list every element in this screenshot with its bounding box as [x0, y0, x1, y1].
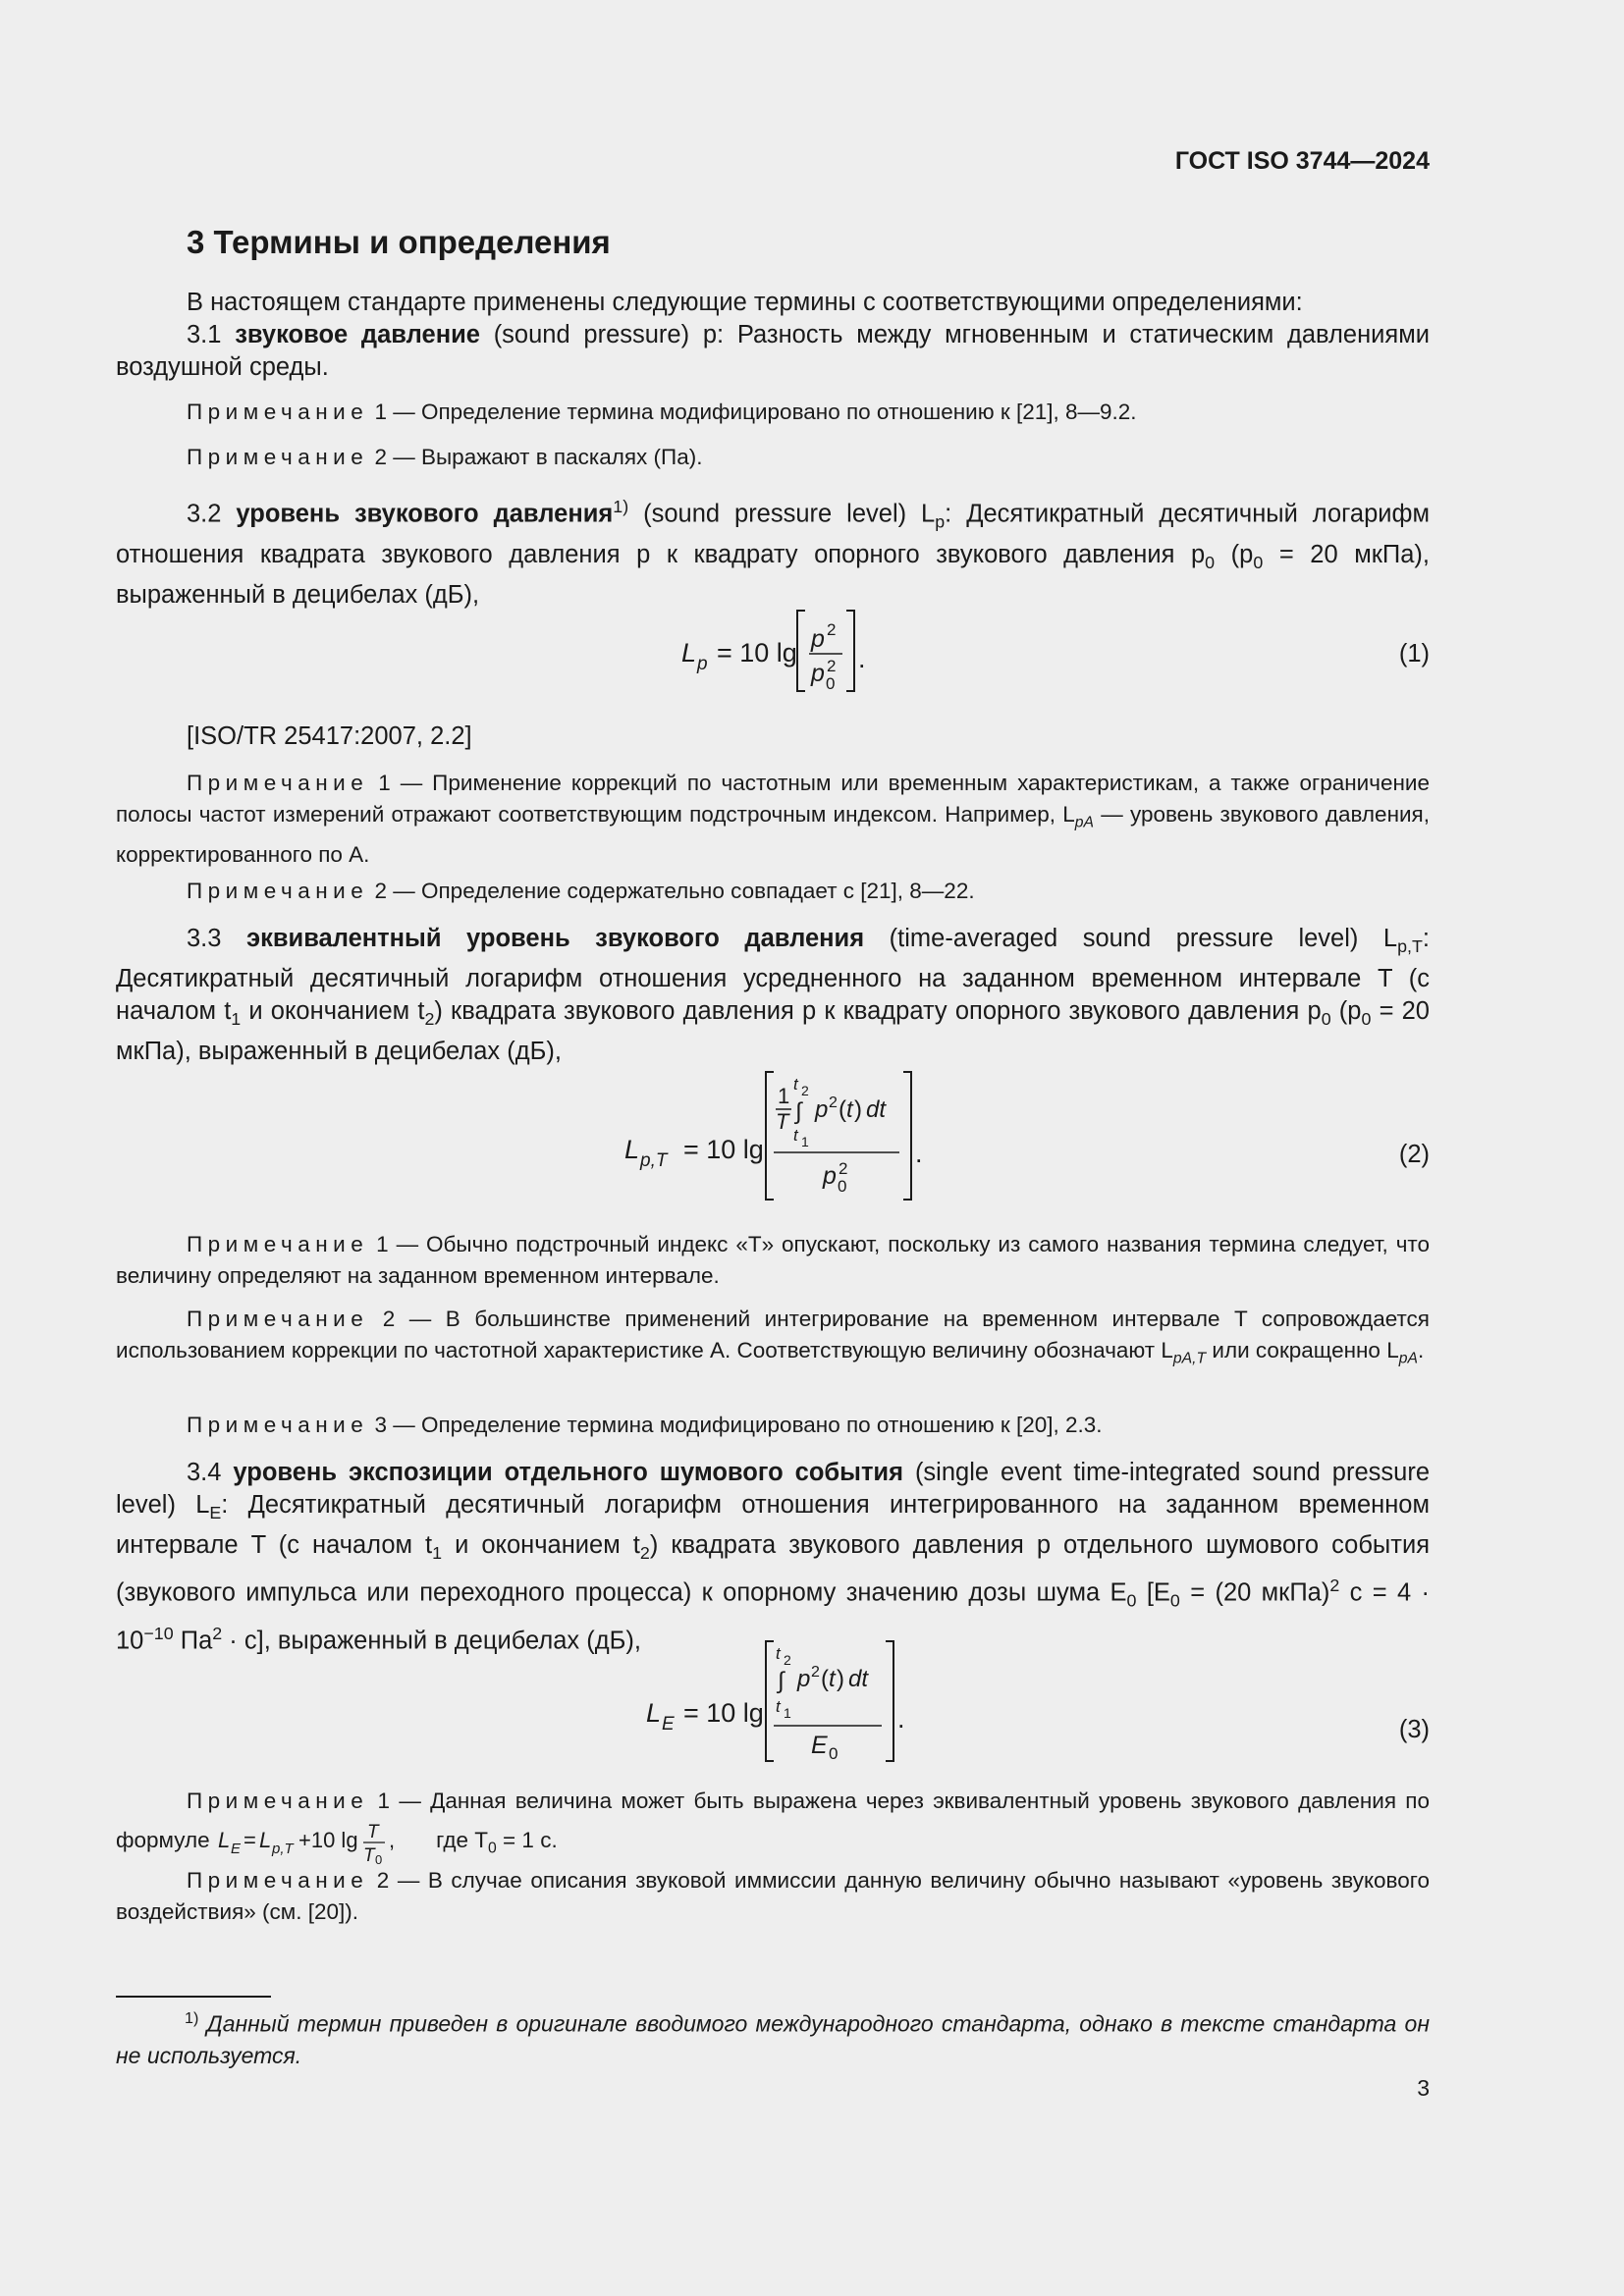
formula-number: (1) [1398, 640, 1430, 667]
svg-text:0: 0 [838, 1177, 847, 1196]
term-3-4-note1 [116, 1785, 1430, 1866]
note: Примечание 2 — Выражают в паскалях (Па). [187, 445, 703, 469]
svg-text:): ) [837, 1666, 844, 1692]
svg-text:= 10 lg: = 10 lg [683, 1135, 764, 1164]
svg-text:0: 0 [374, 1852, 383, 1865]
term-3-3-text: 3.3 эквивалентный уровень звукового давления (time-averaged sound pressure level) $L_{p,T}$: Десятикратный десятичный логарифм отношения усредненного на заданном временном интервале T (с началом $t_1$ и окончанием $t_2$) квадрата звукового давления p к квадрату опорного звукового давления $p_0$ ($p_0 = 20$ мкПа), выраженный в децибелах (дБ), [116, 925, 1430, 1066]
svg-text:t: t [793, 1075, 798, 1094]
svg-text:1: 1 [801, 1134, 809, 1149]
svg-text:p: p [811, 660, 825, 687]
svg-text:∫: ∫ [795, 1098, 802, 1125]
svg-text:p: p [815, 1096, 829, 1123]
svg-text:1: 1 [778, 1084, 790, 1108]
svg-text:L: L [258, 1828, 272, 1852]
svg-text:0: 0 [826, 674, 836, 693]
term-3-1-notes [116, 397, 1430, 428]
svg-text:t: t [846, 1096, 853, 1123]
term-name: уровень экспозиции отдельного шумового события [233, 1459, 903, 1486]
intro-paragraph: В настоящем стандарте применены следующие термины с соответствующими определениями: [187, 289, 1303, 316]
svg-text:.: . [897, 1704, 905, 1734]
reference: [ISO/TR 25417:2007, 2.2] [187, 722, 472, 750]
footnote: $^{1)}$ Данный термин приведен в оригинале вводимого международного стандарта, однако в тексте стандарта он не используется. [116, 2009, 1430, 2068]
note: Примечание 3 — Определение термина модифицировано по отношению к [20], 2.3. [187, 1413, 1103, 1437]
svg-text:=: = [243, 1828, 256, 1852]
svg-text:.: . [915, 1139, 923, 1168]
svg-text:p: p [823, 1162, 837, 1190]
svg-text:dt: dt [866, 1096, 887, 1123]
term-name: уровень звукового давления [236, 500, 614, 528]
note: Примечание 2 — В большинстве применений интегрирование на временном интервале T сопровождается использованием коррекции по частотной характеристике А. Соответствующую величину обозначают $L_{pA,T}$ или сокращенно $L_{pA}$. [116, 1307, 1430, 1367]
term-3-3-note3 [116, 1410, 1430, 1441]
svg-text:L: L [681, 638, 697, 667]
svg-text:(: ( [839, 1096, 846, 1123]
svg-text:+10 lg: +10 lg [298, 1828, 358, 1852]
note: Примечание 1 — Применение коррекций по частотным или временным характеристикам, а также ограничение полосы частот измерений отражают соответствующим подстрочным индексом. Например, $L_{pA}$ — уровень звукового давления, корректированного по А. [116, 771, 1430, 867]
term-3-1: 3.1 звуковое давление (sound pressure) p: Разность между мгновенным и статическим давлениями воздушной среды. [116, 321, 1430, 381]
svg-text:2: 2 [801, 1083, 809, 1098]
term-name: звуковое давление [235, 321, 480, 348]
svg-text:2: 2 [827, 657, 837, 675]
svg-text:2: 2 [827, 620, 837, 639]
svg-text:L: L [624, 1135, 640, 1164]
svg-text:t: t [793, 1126, 798, 1145]
svg-text:,: , [388, 1828, 396, 1852]
svg-text:p: p [697, 654, 708, 674]
svg-text:L: L [646, 1698, 662, 1728]
svg-text:= 10 lg: = 10 lg [683, 1698, 764, 1728]
document-id: ГОСТ ISO 3744—2024 [1174, 147, 1430, 175]
note: Примечание 1 — Определение термина модифицировано по отношению к [21], 8—9.2. [187, 400, 1137, 424]
svg-text:(: ( [821, 1666, 829, 1692]
svg-text:2: 2 [829, 1095, 838, 1111]
section-title: 3 Термины и определения [187, 224, 611, 260]
term-3-1-note2 [116, 442, 1430, 473]
svg-text:E: E [230, 1841, 241, 1857]
svg-text:): ) [854, 1096, 862, 1123]
note: Примечание 2 — В случае описания звуковой иммиссии данную величину обычно называют «уровень звукового воздействия» (см. [20]). [116, 1868, 1430, 1924]
term-3-4 [116, 1457, 1430, 1657]
formula-number: (3) [1398, 1716, 1430, 1743]
svg-text:p,T: p,T [640, 1150, 668, 1171]
formula-1 [668, 603, 923, 701]
svg-text:.: . [858, 644, 866, 673]
svg-text:p,T: p,T [271, 1841, 294, 1857]
svg-text:t: t [776, 1697, 781, 1716]
svg-text:T: T [362, 1845, 375, 1865]
svg-text:t: t [829, 1666, 836, 1692]
footnote-mark: 1) [613, 497, 629, 516]
note: Примечание 1 — Обычно подстрочный индекс «T» опускают, поскольку из самого названия термина следует, что величину определяют на заданном временном интервале. [116, 1232, 1430, 1288]
term-3-3-note1 [116, 1229, 1430, 1292]
term-3-2-text: 3.2 уровень звукового давления$^{1)}$ (sound pressure level) $L_p$: Десятикратный десятичный логарифм отношения квадрата звукового давления p к квадрату опорного звукового давления $p_0$ ($p_0 = 20$ мкПа), выраженный в децибелах (дБ), [116, 497, 1431, 609]
svg-text:E: E [662, 1714, 675, 1735]
svg-text:2: 2 [811, 1664, 820, 1681]
svg-text:∫: ∫ [778, 1668, 785, 1694]
term-3-4-text: 3.4 уровень экспозиции отдельного шумового события (single event time-integrated sound pressure level) $L_E$: Десятикратный десятичный логарифм отношения интегрированного на заданном временном интервале T (с началом $t_1$ и окончанием $t_2$) квадрата звукового давления p отдельного шумового события (звукового импульса или переходного процесса) к опорному значению дозы шума $E_0$ [$E_0 = (20$ мкПа)$^2$ $с = 4 \cdot 10^{-10}$ $Па^2 \cdot с$], выраженный в децибелах (дБ), [116, 1459, 1430, 1655]
page-number: 3 [1417, 2075, 1430, 2101]
svg-text:p: p [797, 1666, 811, 1692]
formula-3 [640, 1637, 915, 1765]
formula-2 [619, 1068, 943, 1205]
note: Примечание 1 — Данная величина может быть выражена через эквивалентный уровень звукового давления по формуле L E = L p,T +10 lg T T 0 , где $T_0 = 1$ с. [116, 1789, 1430, 1865]
svg-text:= 10 lg: = 10 lg [717, 638, 797, 667]
svg-text:2: 2 [839, 1159, 848, 1178]
term-3-3 [116, 923, 1430, 1068]
svg-text:1: 1 [784, 1705, 791, 1721]
formula-number: (2) [1398, 1141, 1430, 1168]
footnote-divider [116, 1996, 271, 1998]
svg-text:dt: dt [848, 1666, 869, 1692]
svg-text:t: t [776, 1644, 781, 1663]
inline-formula [216, 1818, 430, 1865]
note: Примечание 2 — Определение содержательно совпадает с [21], 8—22. [187, 879, 975, 903]
term-3-2-note1 [116, 768, 1430, 871]
svg-text:0: 0 [829, 1744, 839, 1763]
svg-text:T: T [366, 1822, 379, 1842]
term-3-3-note2 [116, 1304, 1430, 1375]
term-3-2-note2 [116, 876, 1430, 907]
svg-text:T: T [776, 1109, 789, 1134]
term-3-2 [116, 491, 1430, 612]
term-3-1-block [116, 287, 1430, 384]
svg-text:p: p [811, 625, 825, 653]
term-name: эквивалентный уровень звукового давления [246, 925, 865, 952]
svg-text:2: 2 [784, 1652, 791, 1668]
term-3-4-note2 [116, 1865, 1430, 1928]
svg-text:E: E [811, 1732, 828, 1759]
svg-text:L: L [217, 1828, 231, 1852]
